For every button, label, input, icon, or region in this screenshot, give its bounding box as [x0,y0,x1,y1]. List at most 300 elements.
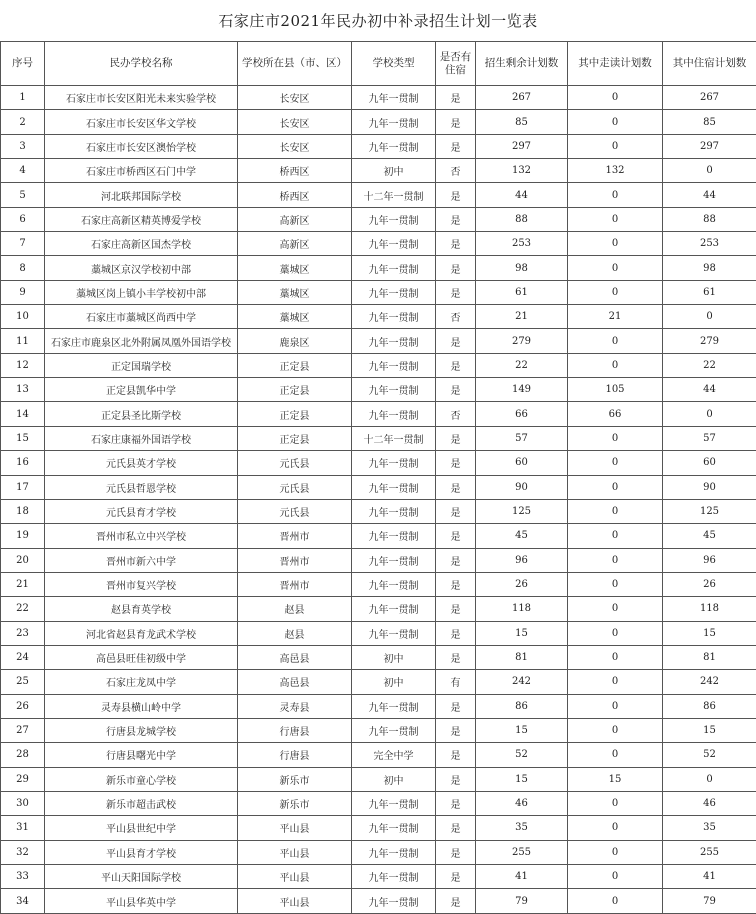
row-index-cell: 32 [1,840,45,864]
boarding-cell: 否 [436,402,476,426]
county-cell: 高新区 [238,207,352,231]
school-type-cell: 九年一贯制 [352,110,436,134]
row-index-cell: 30 [1,791,45,815]
row-index-cell: 3 [1,134,45,158]
boarding-plan-cell: 279 [663,329,756,353]
school-name-cell: 新乐市童心学校 [45,767,238,791]
boarding-cell: 是 [436,524,476,548]
row-index-cell: 28 [1,743,45,767]
county-cell: 赵县 [238,597,352,621]
table-row [1,816,756,840]
table-row [1,305,756,329]
remaining-plan-cell: 88 [476,207,568,231]
school-type-cell: 九年一贯制 [352,597,436,621]
header-day-plan: 其中走读计划数 [568,42,663,86]
boarding-plan-cell: 15 [663,718,756,742]
school-name-cell: 正定县圣比斯学校 [45,402,238,426]
boarding-plan-cell: 57 [663,426,756,450]
school-type-cell: 十二年一贯制 [352,183,436,207]
remaining-plan-cell: 22 [476,353,568,377]
boarding-cell: 是 [436,840,476,864]
remaining-plan-cell: 79 [476,889,568,913]
day-plan-cell: 0 [568,743,663,767]
table-row [1,889,756,913]
school-type-cell: 九年一贯制 [352,499,436,523]
county-cell: 赵县 [238,621,352,645]
row-index-cell: 21 [1,572,45,596]
table-row [1,548,756,572]
school-type-cell: 九年一贯制 [352,865,436,889]
boarding-cell: 是 [436,694,476,718]
county-cell: 元氏县 [238,475,352,499]
boarding-plan-cell: 52 [663,743,756,767]
day-plan-cell: 0 [568,280,663,304]
table-row [1,378,756,402]
boarding-cell: 否 [436,305,476,329]
day-plan-cell: 0 [568,110,663,134]
row-index-cell: 18 [1,499,45,523]
table-row [1,134,756,158]
school-name-cell: 石家庄康福外国语学校 [45,426,238,450]
boarding-plan-cell: 35 [663,816,756,840]
boarding-plan-cell: 44 [663,378,756,402]
boarding-cell: 有 [436,670,476,694]
remaining-plan-cell: 57 [476,426,568,450]
boarding-plan-cell: 267 [663,86,756,110]
school-type-cell: 九年一贯制 [352,402,436,426]
remaining-plan-cell: 253 [476,232,568,256]
boarding-cell: 是 [436,499,476,523]
remaining-plan-cell: 21 [476,305,568,329]
day-plan-cell: 0 [568,207,663,231]
row-index-cell: 4 [1,159,45,183]
row-index-cell: 31 [1,816,45,840]
boarding-plan-cell: 45 [663,524,756,548]
school-type-cell: 九年一贯制 [352,378,436,402]
table-row [1,451,756,475]
school-type-cell: 九年一贯制 [352,232,436,256]
school-type-cell: 九年一贯制 [352,353,436,377]
boarding-cell: 是 [436,865,476,889]
day-plan-cell: 66 [568,402,663,426]
remaining-plan-cell: 267 [476,86,568,110]
county-cell: 行唐县 [238,743,352,767]
table-row [1,670,756,694]
boarding-plan-cell: 0 [663,402,756,426]
day-plan-cell: 0 [568,572,663,596]
school-name-cell: 石家庄龙凤中学 [45,670,238,694]
table-row [1,86,756,110]
header-school-type: 学校类型 [352,42,436,86]
remaining-plan-cell: 86 [476,694,568,718]
boarding-plan-cell: 60 [663,451,756,475]
school-type-cell: 九年一贯制 [352,329,436,353]
row-index-cell: 9 [1,280,45,304]
school-name-cell: 正定国瑞学校 [45,353,238,377]
county-cell: 晋州市 [238,572,352,596]
school-name-cell: 石家庄高新区国杰学校 [45,232,238,256]
remaining-plan-cell: 98 [476,256,568,280]
enrollment-table [0,41,756,914]
school-type-cell: 九年一贯制 [352,718,436,742]
boarding-cell: 是 [436,183,476,207]
county-cell: 元氏县 [238,451,352,475]
row-index-cell: 23 [1,621,45,645]
remaining-plan-cell: 60 [476,451,568,475]
table-row [1,694,756,718]
boarding-plan-cell: 253 [663,232,756,256]
boarding-cell: 是 [436,889,476,913]
row-index-cell: 2 [1,110,45,134]
boarding-cell: 是 [436,743,476,767]
header-county: 学校所在县（市、区） [238,42,352,86]
school-type-cell: 九年一贯制 [352,816,436,840]
county-cell: 桥西区 [238,183,352,207]
remaining-plan-cell: 15 [476,621,568,645]
boarding-plan-cell: 61 [663,280,756,304]
boarding-cell: 否 [436,159,476,183]
county-cell: 晋州市 [238,548,352,572]
county-cell: 正定县 [238,402,352,426]
remaining-plan-cell: 81 [476,645,568,669]
school-name-cell: 新乐市超击武校 [45,791,238,815]
county-cell: 长安区 [238,110,352,134]
row-index-cell: 6 [1,207,45,231]
school-type-cell: 九年一贯制 [352,840,436,864]
day-plan-cell: 0 [568,426,663,450]
remaining-plan-cell: 132 [476,159,568,183]
school-type-cell: 九年一贯制 [352,280,436,304]
boarding-cell: 是 [436,232,476,256]
day-plan-cell: 0 [568,840,663,864]
boarding-cell: 是 [436,207,476,231]
day-plan-cell: 0 [568,548,663,572]
school-name-cell: 河北联邦国际学校 [45,183,238,207]
boarding-plan-cell: 81 [663,645,756,669]
boarding-cell: 是 [436,767,476,791]
boarding-plan-cell: 255 [663,840,756,864]
remaining-plan-cell: 96 [476,548,568,572]
school-type-cell: 九年一贯制 [352,475,436,499]
table-row [1,159,756,183]
school-name-cell: 石家庄市藁城区尚西中学 [45,305,238,329]
school-type-cell: 九年一贯制 [352,694,436,718]
boarding-cell: 是 [436,548,476,572]
remaining-plan-cell: 90 [476,475,568,499]
day-plan-cell: 21 [568,305,663,329]
remaining-plan-cell: 66 [476,402,568,426]
boarding-cell: 是 [436,280,476,304]
table-row [1,645,756,669]
row-index-cell: 17 [1,475,45,499]
county-cell: 长安区 [238,86,352,110]
remaining-plan-cell: 149 [476,378,568,402]
county-cell: 鹿泉区 [238,329,352,353]
boarding-plan-cell: 297 [663,134,756,158]
table-row [1,207,756,231]
row-index-cell: 7 [1,232,45,256]
school-name-cell: 元氏县育才学校 [45,499,238,523]
school-name-cell: 平山天阳国际学校 [45,865,238,889]
county-cell: 元氏县 [238,499,352,523]
day-plan-cell: 0 [568,329,663,353]
table-row [1,110,756,134]
county-cell: 正定县 [238,353,352,377]
school-name-cell: 石家庄市桥西区石门中学 [45,159,238,183]
school-name-cell: 元氏县哲恩学校 [45,475,238,499]
boarding-plan-cell: 90 [663,475,756,499]
header-school-name: 民办学校名称 [45,42,238,86]
school-type-cell: 九年一贯制 [352,207,436,231]
school-type-cell: 九年一贯制 [352,524,436,548]
remaining-plan-cell: 15 [476,767,568,791]
school-type-cell: 九年一贯制 [352,548,436,572]
row-index-cell: 20 [1,548,45,572]
remaining-plan-cell: 52 [476,743,568,767]
remaining-plan-cell: 44 [476,183,568,207]
school-name-cell: 元氏县英才学校 [45,451,238,475]
remaining-plan-cell: 242 [476,670,568,694]
remaining-plan-cell: 41 [476,865,568,889]
boarding-cell: 是 [436,256,476,280]
row-index-cell: 14 [1,402,45,426]
boarding-plan-cell: 41 [663,865,756,889]
header-remaining-plan: 招生剩余计划数 [476,42,568,86]
school-type-cell: 完全中学 [352,743,436,767]
day-plan-cell: 15 [568,767,663,791]
school-type-cell: 九年一贯制 [352,256,436,280]
day-plan-cell: 0 [568,694,663,718]
row-index-cell: 5 [1,183,45,207]
day-plan-cell: 0 [568,791,663,815]
boarding-plan-cell: 44 [663,183,756,207]
day-plan-cell: 0 [568,816,663,840]
boarding-cell: 是 [436,451,476,475]
page-title: 石家庄市2021年民办初中补录招生计划一览表 [0,0,756,40]
boarding-cell: 是 [436,134,476,158]
row-index-cell: 33 [1,865,45,889]
remaining-plan-cell: 45 [476,524,568,548]
table-row [1,621,756,645]
table-body [1,86,756,914]
school-name-cell: 平山县世纪中学 [45,816,238,840]
day-plan-cell: 0 [568,621,663,645]
row-index-cell: 34 [1,889,45,913]
remaining-plan-cell: 46 [476,791,568,815]
day-plan-cell: 0 [568,451,663,475]
school-name-cell: 石家庄市长安区华文学校 [45,110,238,134]
day-plan-cell: 0 [568,353,663,377]
school-type-cell: 九年一贯制 [352,86,436,110]
boarding-plan-cell: 15 [663,621,756,645]
row-index-cell: 27 [1,718,45,742]
remaining-plan-cell: 255 [476,840,568,864]
remaining-plan-cell: 26 [476,572,568,596]
row-index-cell: 29 [1,767,45,791]
day-plan-cell: 0 [568,134,663,158]
county-cell: 灵寿县 [238,694,352,718]
row-index-cell: 19 [1,524,45,548]
county-cell: 高邑县 [238,670,352,694]
day-plan-cell: 0 [568,889,663,913]
school-type-cell: 九年一贯制 [352,889,436,913]
county-cell: 新乐市 [238,791,352,815]
boarding-cell: 是 [436,572,476,596]
boarding-cell: 是 [436,475,476,499]
table-row [1,718,756,742]
boarding-plan-cell: 26 [663,572,756,596]
boarding-plan-cell: 96 [663,548,756,572]
row-index-cell: 13 [1,378,45,402]
day-plan-cell: 0 [568,232,663,256]
school-type-cell: 九年一贯制 [352,621,436,645]
day-plan-cell: 132 [568,159,663,183]
school-name-cell: 石家庄市长安区澳怡学校 [45,134,238,158]
table-row [1,791,756,815]
county-cell: 新乐市 [238,767,352,791]
boarding-plan-cell: 242 [663,670,756,694]
county-cell: 桥西区 [238,159,352,183]
table-row [1,475,756,499]
day-plan-cell: 0 [568,865,663,889]
school-name-cell: 高邑县旺佳初级中学 [45,645,238,669]
county-cell: 平山县 [238,816,352,840]
school-name-cell: 晋州市复兴学校 [45,572,238,596]
county-cell: 行唐县 [238,718,352,742]
school-name-cell: 河北省赵县育龙武术学校 [45,621,238,645]
row-index-cell: 1 [1,86,45,110]
school-name-cell: 石家庄市鹿泉区北外附属凤凰外国语学校 [45,329,238,353]
row-index-cell: 10 [1,305,45,329]
remaining-plan-cell: 118 [476,597,568,621]
school-name-cell: 石家庄高新区精英博爱学校 [45,207,238,231]
school-name-cell: 行唐县曙光中学 [45,743,238,767]
school-name-cell: 行唐县龙城学校 [45,718,238,742]
table-row [1,743,756,767]
county-cell: 平山县 [238,865,352,889]
school-type-cell: 九年一贯制 [352,572,436,596]
county-cell: 平山县 [238,889,352,913]
table-row [1,524,756,548]
boarding-cell: 是 [436,86,476,110]
table-row [1,183,756,207]
table-row [1,353,756,377]
row-index-cell: 22 [1,597,45,621]
school-type-cell: 十二年一贯制 [352,426,436,450]
school-name-cell: 石家庄市长安区阳光未来实验学校 [45,86,238,110]
day-plan-cell: 0 [568,597,663,621]
row-index-cell: 26 [1,694,45,718]
boarding-cell: 是 [436,353,476,377]
table-row [1,597,756,621]
boarding-plan-cell: 0 [663,305,756,329]
table-row [1,499,756,523]
table-row [1,840,756,864]
row-index-cell: 12 [1,353,45,377]
boarding-cell: 是 [436,621,476,645]
boarding-plan-cell: 85 [663,110,756,134]
boarding-plan-cell: 98 [663,256,756,280]
county-cell: 藁城区 [238,256,352,280]
row-index-cell: 15 [1,426,45,450]
table-row [1,426,756,450]
day-plan-cell: 0 [568,183,663,207]
school-name-cell: 藁城区岗上镇小丰学校初中部 [45,280,238,304]
boarding-cell: 是 [436,110,476,134]
table-row [1,256,756,280]
county-cell: 藁城区 [238,305,352,329]
row-index-cell: 11 [1,329,45,353]
boarding-plan-cell: 86 [663,694,756,718]
row-index-cell: 25 [1,670,45,694]
boarding-plan-cell: 46 [663,791,756,815]
boarding-cell: 是 [436,791,476,815]
boarding-plan-cell: 88 [663,207,756,231]
day-plan-cell: 105 [568,378,663,402]
remaining-plan-cell: 85 [476,110,568,134]
county-cell: 高邑县 [238,645,352,669]
header-index: 序号 [1,42,45,86]
boarding-plan-cell: 79 [663,889,756,913]
school-name-cell: 平山县育才学校 [45,840,238,864]
school-type-cell: 初中 [352,645,436,669]
school-type-cell: 九年一贯制 [352,134,436,158]
school-type-cell: 初中 [352,767,436,791]
school-name-cell: 晋州市私立中兴学校 [45,524,238,548]
header-boarding-plan: 其中住宿计划数 [663,42,756,86]
boarding-plan-cell: 125 [663,499,756,523]
boarding-cell: 是 [436,597,476,621]
school-type-cell: 九年一贯制 [352,451,436,475]
county-cell: 藁城区 [238,280,352,304]
boarding-plan-cell: 22 [663,353,756,377]
boarding-cell: 是 [436,645,476,669]
school-type-cell: 初中 [352,159,436,183]
table-row [1,402,756,426]
boarding-cell: 是 [436,426,476,450]
school-name-cell: 晋州市新六中学 [45,548,238,572]
remaining-plan-cell: 125 [476,499,568,523]
school-type-cell: 九年一贯制 [352,305,436,329]
remaining-plan-cell: 297 [476,134,568,158]
table-row [1,767,756,791]
table-row [1,232,756,256]
row-index-cell: 24 [1,645,45,669]
school-name-cell: 藁城区京汉学校初中部 [45,256,238,280]
school-name-cell: 赵县育英学校 [45,597,238,621]
row-index-cell: 8 [1,256,45,280]
county-cell: 正定县 [238,378,352,402]
day-plan-cell: 0 [568,86,663,110]
day-plan-cell: 0 [568,645,663,669]
remaining-plan-cell: 15 [476,718,568,742]
county-cell: 长安区 [238,134,352,158]
day-plan-cell: 0 [568,499,663,523]
remaining-plan-cell: 35 [476,816,568,840]
county-cell: 高新区 [238,232,352,256]
county-cell: 平山县 [238,840,352,864]
boarding-cell: 是 [436,816,476,840]
school-type-cell: 初中 [352,670,436,694]
county-cell: 晋州市 [238,524,352,548]
boarding-cell: 是 [436,378,476,402]
school-name-cell: 正定县凯华中学 [45,378,238,402]
school-type-cell: 九年一贯制 [352,791,436,815]
table-row [1,572,756,596]
boarding-cell: 是 [436,329,476,353]
county-cell: 正定县 [238,426,352,450]
table-row [1,865,756,889]
